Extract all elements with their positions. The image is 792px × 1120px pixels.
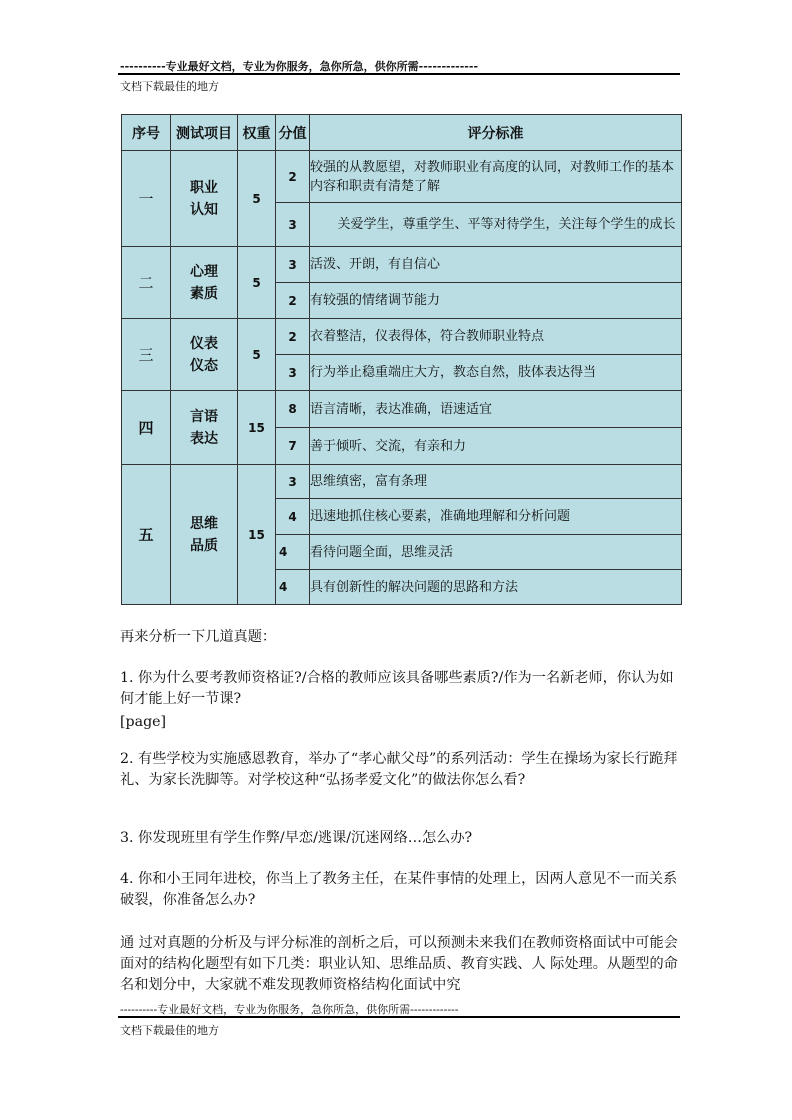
col-header-criteria: 评分标准 — [310, 115, 682, 151]
header-tagline: ----------专业最好文档，专业为你服务，急你所急，供你所需------------- — [120, 60, 479, 73]
value-cell: 7 — [276, 428, 310, 465]
criterion-cell: 具有创新性的解决问题的思路和方法 — [310, 570, 682, 605]
question-2: 2. 有些学校为实施感恩教育，举办了“孝心献父母”的系列活动：学生在操场为家长行跪拜礼、为家长洗脚等。对学校这种“弘扬孝爱文化”的做法你怎么看? — [120, 751, 678, 788]
value-cell: 2 — [276, 151, 310, 203]
col-header-value: 分值 — [276, 115, 310, 151]
criterion-cell: 善于倾听、交流，有亲和力 — [310, 428, 682, 465]
seq-cell: 三 — [122, 319, 171, 391]
criterion-cell: 行为举止稳重端庄大方，教态自然，肢体表达得当 — [310, 355, 682, 391]
item-cell: 心理 素质 — [171, 247, 238, 319]
criterion-cell: 思维缜密，富有条理 — [310, 465, 682, 499]
table-row — [122, 247, 682, 283]
scoring-table — [121, 114, 682, 605]
criterion-cell: 迅速地抓住核心要素，准确地理解和分析问题 — [310, 499, 682, 535]
table-row — [122, 391, 682, 428]
weight-cell: 5 — [238, 247, 276, 319]
col-header-weight: 权重 — [238, 115, 276, 151]
value-cell: 3 — [276, 247, 310, 283]
criterion-cell: 有较强的情绪调节能力 — [310, 283, 682, 319]
question-1: 1. 你为什么要考教师资格证?/合格的教师应该具备哪些素质?/作为一名新老师，你认为如何才能上好一节课? — [120, 670, 674, 707]
col-header-item: 测试项目 — [171, 115, 238, 151]
weight-cell: 15 — [238, 465, 276, 605]
value-cell: 2 — [276, 319, 310, 355]
value-cell: 4 — [276, 570, 310, 605]
summary-paragraph: 通 过对真题的分析及与评分标准的剖析之后，可以预测未来我们在教师资格面试中可能会面对的结构化题型有如下几类：职业认知、思维品质、教育实践、人 际处理。从题型的命名和划分中，大家就不难发现教师资格结构化面试中究 — [120, 935, 678, 993]
value-cell: 2 — [276, 283, 310, 319]
col-header-seq: 序号 — [122, 115, 171, 151]
footer-tagline: ----------专业最好文档，专业为你服务，急你所急，供你所需------------- — [120, 1003, 459, 1016]
value-cell: 3 — [276, 465, 310, 499]
criterion-cell: 衣着整洁，仪表得体，符合教师职业特点 — [310, 319, 682, 355]
criterion-cell: 较强的从教愿望，对教师职业有高度的认同，对教师工作的基本内容和职责有清楚了解 — [310, 151, 682, 203]
header-site-name: 文档下载最佳的地方 — [120, 80, 219, 93]
criterion-cell: 活泼、开朗，有自信心 — [310, 247, 682, 283]
weight-cell: 15 — [238, 391, 276, 465]
value-cell: 4 — [276, 499, 310, 535]
question-3: 3. 你发现班里有学生作弊/早恋/逃课/沉迷网络…怎么办? — [120, 830, 473, 846]
footer-divider — [118, 1016, 680, 1018]
seq-cell: 一 — [122, 151, 171, 247]
item-cell: 思维 品质 — [171, 465, 238, 605]
item-cell: 言语 表达 — [171, 391, 238, 465]
value-cell: 8 — [276, 391, 310, 428]
table-row — [122, 319, 682, 355]
page-marker: [page] — [120, 714, 167, 730]
criterion-cell: 语言清晰，表达准确，语速适宜 — [310, 391, 682, 428]
criterion-cell: 看待问题全面，思维灵活 — [310, 535, 682, 570]
table-row — [122, 465, 682, 499]
weight-cell: 5 — [238, 151, 276, 247]
criterion-cell: 关爱学生，尊重学生、平等对待学生，关注每个学生的成长 — [310, 203, 682, 247]
intro-paragraph: 再来分析一下几道真题： — [120, 629, 277, 645]
footer-site-name: 文档下载最佳的地方 — [120, 1024, 219, 1037]
value-cell: 3 — [276, 355, 310, 391]
question-4: 4. 你和小王同年进校，你当上了教务主任，在某件事情的处理上，因两人意见不一而关系破裂，你准备怎么办? — [120, 871, 678, 908]
item-cell: 职业 认知 — [171, 151, 238, 247]
table-header-row — [122, 115, 682, 151]
seq-cell: 五 — [122, 465, 171, 605]
item-cell: 仪表 仪态 — [171, 319, 238, 391]
header-divider — [118, 73, 680, 75]
weight-cell: 5 — [238, 319, 276, 391]
value-cell: 3 — [276, 203, 310, 247]
value-cell: 4 — [276, 535, 310, 570]
seq-cell: 四 — [122, 391, 171, 465]
seq-cell: 二 — [122, 247, 171, 319]
table-row — [122, 151, 682, 203]
